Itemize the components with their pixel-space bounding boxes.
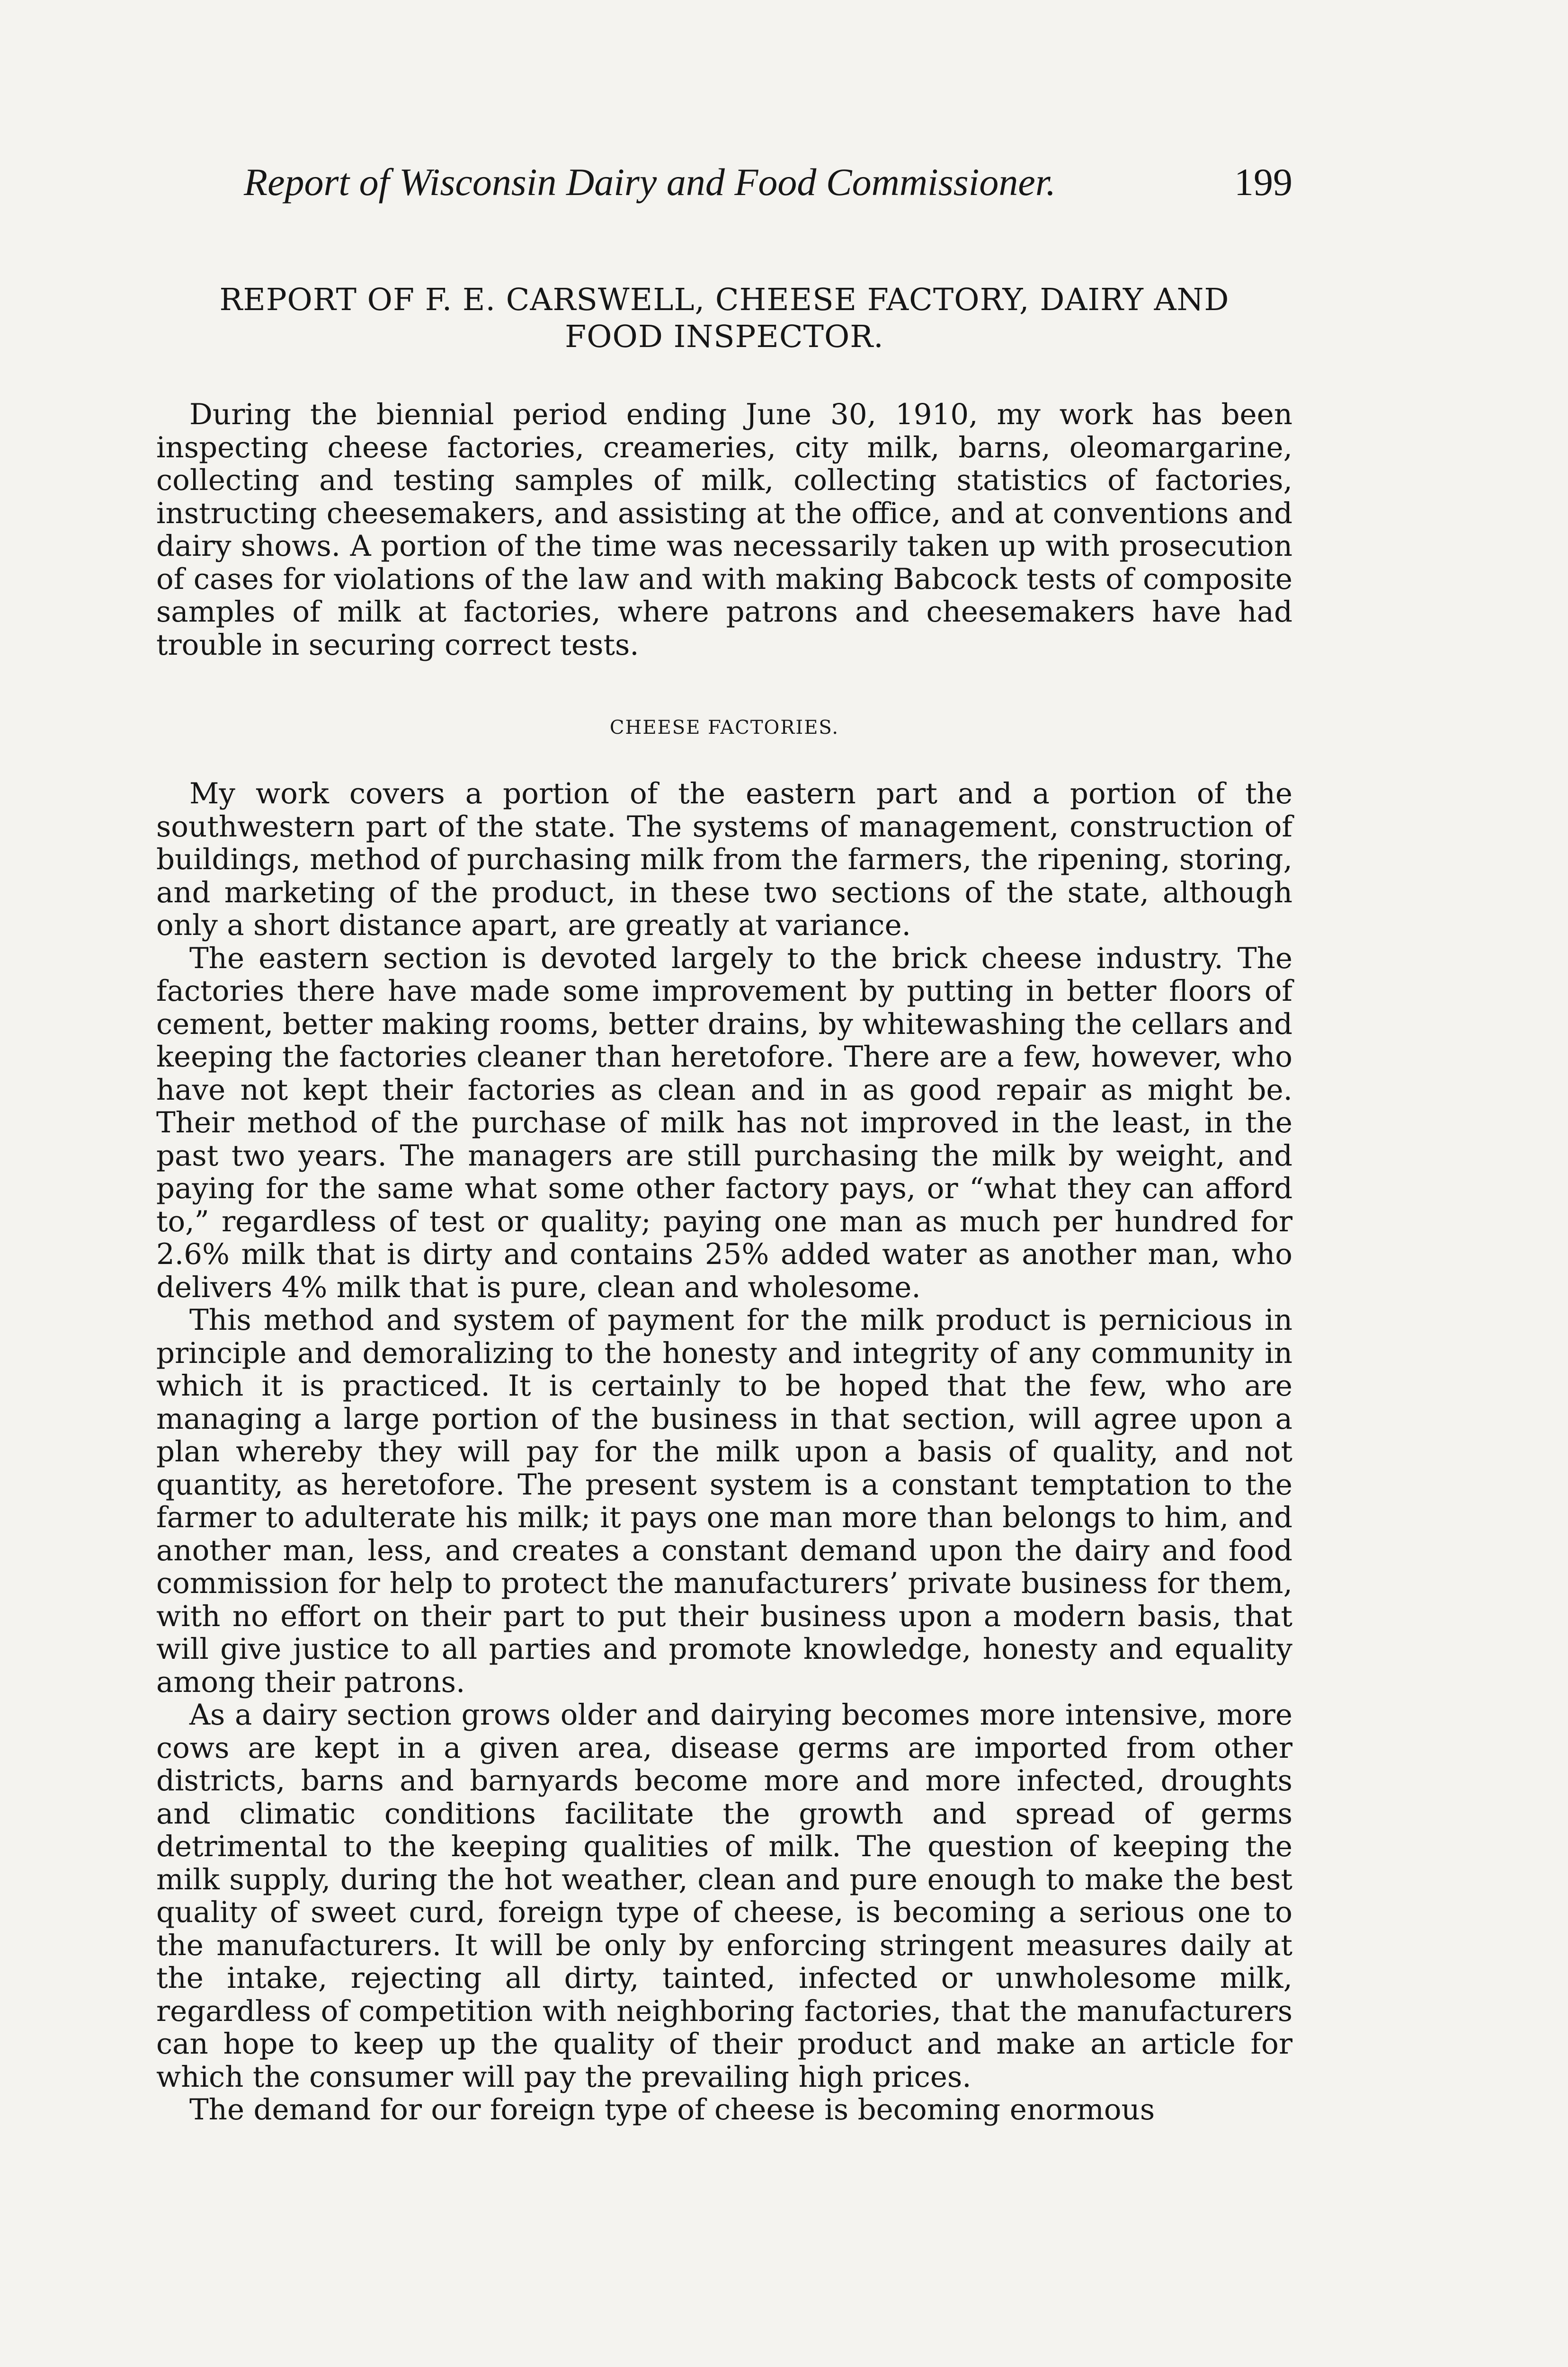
page-number: 199 — [1234, 160, 1292, 204]
report-title-line-2: FOOD INSPECTOR. — [565, 319, 884, 355]
paragraph-5: The demand for our foreign type of cheese is becoming enormous — [189, 2093, 1155, 2127]
report-title-line-1: REPORT OF F. E. CARSWELL, CHEESE FACTORY, DAIRY AND — [219, 282, 1229, 318]
paragraph-3: This method and system of payment for the milk product is pernicious in principle and demoralizing to the honesty and integrity of any community in which it is practiced. It is certainly to be hoped that the few, who are managing a large portion of the business in that section, will agree upon a plan whereby they will pay for the milk upon a basis of quality, and not quantity, as heretofore. The present system is a constant temptation to the farmer to adulterate his milk; it pays one man more than belongs to him, and another man, less, and creates a constant demand upon the dairy and food commission for help to protect the manufacturers’ private business for them, with no effort on their part to put their business upon a modern basis, that will give justice to all parties and promote knowledge, honesty and equality among their patrons. — [156, 1303, 1292, 1699]
report-title — [156, 282, 1292, 356]
paragraph-2: The eastern section is devoted largely to the brick cheese industry. The factories there have made some improvement by putting in better floors of cement, better making rooms, better drains, by whitewashing the cellars and keeping the factories cleaner than heretofore. There are a few, however, who have not kept their factories as clean and in as good repair as might be. Their method of the purchase of milk has not improved in the least, in the past two years. The managers are still purchasing the milk by weight, and paying for the same what some other factory pays, or “what they can afford to,” regardless of test or quality; paying one man as much per hundred for 2.6% milk that is dirty and contains 25% added water as another man, who delivers 4% milk that is pure, clean and wholesome. — [156, 941, 1292, 1304]
document-page — [156, 156, 1292, 2127]
running-header — [156, 156, 1292, 208]
paragraph-4: As a dairy section grows older and dairying becomes more intensive, more cows are kept in a given area, disease germs are imported from other districts, barns and barnyards become more and more infected, droughts and climatic conditions facilitate the growth and spread of germs detrimental to the keeping qualities of milk. The question of keeping the milk supply, during the hot weather, clean and pure enough to make the best quality of sweet curd, foreign type of cheese, is becoming a serious one to the manufacturers. It will be only by enforcing stringent measures daily at the intake, rejecting all dirty, tainted, infected or unwholesome milk, regardless of competition with neighboring factories, that the manufacturers can hope to keep up the quality of their product and make an article for which the consumer will pay the prevailing high prices. — [156, 1698, 1292, 2094]
intro-paragraph: During the biennial period ending June 30, 1910, my work has been inspecting cheese factories, creameries, city milk, barns, oleomargarine, collecting and testing samples of milk, collecting statistics of factories, instructing cheesemakers, and assisting at the office, and at conventions and dairy shows. A portion of the time was necessarily taken up with prosecution of cases for violations of the law and with making Babcock tests of composite samples of milk at factories, where patrons and cheesemakers have had trouble in securing correct tests. — [156, 398, 1292, 662]
paragraph-1: My work covers a portion of the eastern part and a portion of the southwestern part of the state. The systems of management, construction of buildings, method of purchasing milk from the farmers, the ripening, storing, and marketing of the product, in these two sections of the state, although only a short distance apart, are greatly at variance. — [156, 777, 1292, 942]
running-title: Report of Wisconsin Dairy and Food Commissioner. — [244, 160, 1056, 204]
section-heading: CHEESE FACTORIES. — [609, 717, 839, 739]
